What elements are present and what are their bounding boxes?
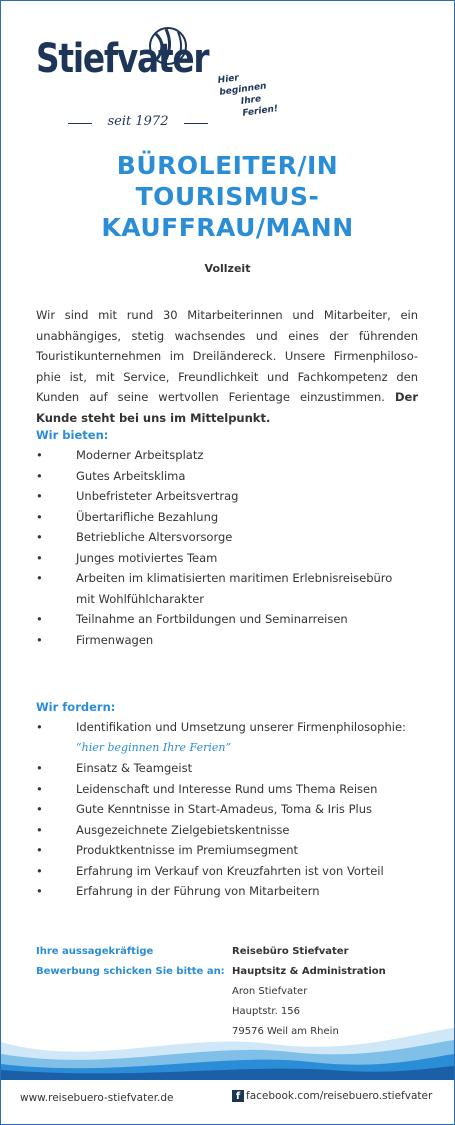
wave-decoration	[1, 1020, 454, 1080]
require-list	[36, 717, 436, 902]
list-item: • Übertarifliche Bezahlung	[36, 509, 219, 524]
apply-line1: Ihre aussagekräftige	[36, 946, 154, 957]
facebook-url: facebook.com/reisebuero.stiefvater	[246, 1090, 433, 1102]
list-item: • Gutes Arbeitsklima	[36, 468, 186, 483]
list-item: • Erfahrung in der Führung von Mitarbeitern	[36, 884, 320, 898]
list-item: • Junges motiviertes Team	[36, 550, 218, 565]
require-heading: Wir fordern:	[36, 700, 116, 714]
list-item: • Betriebliche Altersvorsorge	[36, 530, 233, 544]
facebook-icon: f	[232, 1090, 244, 1102]
slogan	[217, 65, 293, 122]
intro-bold: Der Kunde steht bei uns im Mittelpunkt.	[36, 390, 418, 425]
job-title	[0, 150, 455, 243]
title-line3: KAUFFRAU/MANN	[101, 213, 354, 242]
brand-name: Stiefvater	[36, 36, 209, 82]
facebook-link[interactable]	[232, 1090, 432, 1102]
apply-instructions	[36, 942, 225, 982]
list-item: • Unbefristeter Arbeitsvertrag	[36, 489, 239, 503]
list-item: • Gute Kenntnisse in Start-Amadeus, Toma & Iris Plus	[36, 802, 372, 816]
intro-paragraph	[36, 305, 418, 428]
list-item: • Ausgezeichnete Zielgebietskentnisse	[36, 822, 290, 837]
beach-ball-icon	[148, 26, 188, 66]
department: Hauptsitz & Administration	[232, 966, 386, 977]
slogan-line2: Ihre Ferien!	[240, 94, 279, 119]
list-item: • Arbeiten im klimatisierten maritimen Erlebnisreisebüro mit Wohlfühlcharakter	[36, 571, 393, 606]
intro-text: Wir sind mit rund 30 Mitarbeiterinnen und Mitarbeiter, ein unabhängiges, stetig wachsendes und eines der führenden Touristikunternehmen im Dreiländereck. Unsere Firmenphilosophie ist, mit Service, Freundlichkeit und Fachkompetenz den Kunden auf seine wertvollen Ferientage einzustimmen.	[36, 308, 418, 404]
employment-type: Vollzeit	[204, 262, 251, 275]
list-item: • Firmenwagen	[36, 632, 154, 647]
city: 79576 Weil am Rhein	[232, 1026, 339, 1037]
list-item: • Produktkentnisse im Premiumsegment	[36, 843, 298, 857]
list-item: • Einsatz & Teamgeist	[36, 761, 193, 775]
list-item: • Moderner Arbeitsplatz	[36, 448, 204, 462]
contact-person: Aron Stiefvater	[232, 986, 308, 997]
slogan-line1: Hier beginnen	[217, 73, 268, 98]
apply-line2: Bewerbung schicken Sie bitte an:	[36, 966, 225, 977]
logo	[30, 22, 290, 129]
list-item: • Identifikation und Umsetzung unserer Firmenphilosophie: “hier beginnen Ihre Ferien”	[36, 717, 436, 758]
offer-heading: Wir bieten:	[36, 428, 109, 442]
website-link[interactable]: www.reisebuero-stiefvater.de	[20, 1092, 174, 1104]
street: Hauptstr. 156	[232, 1006, 301, 1017]
list-item: • Leidenschaft und Interesse Rund ums Thema Reisen	[36, 781, 378, 796]
list-item: • Teilnahme an Fortbildungen und Seminarreisen	[36, 612, 348, 626]
list-item: • Erfahrung im Verkauf von Kreuzfahrten ist von Vorteil	[36, 863, 384, 878]
title-line2: TOURISMUS-	[135, 182, 320, 211]
motto: “hier beginnen Ihre Ferien”	[76, 740, 232, 754]
company-name: Reisebüro Stiefvater	[232, 946, 349, 957]
offer-list	[36, 445, 436, 650]
since-label: seit 1972	[68, 114, 208, 129]
title-line1: BÜROLEITER/IN	[116, 151, 339, 180]
